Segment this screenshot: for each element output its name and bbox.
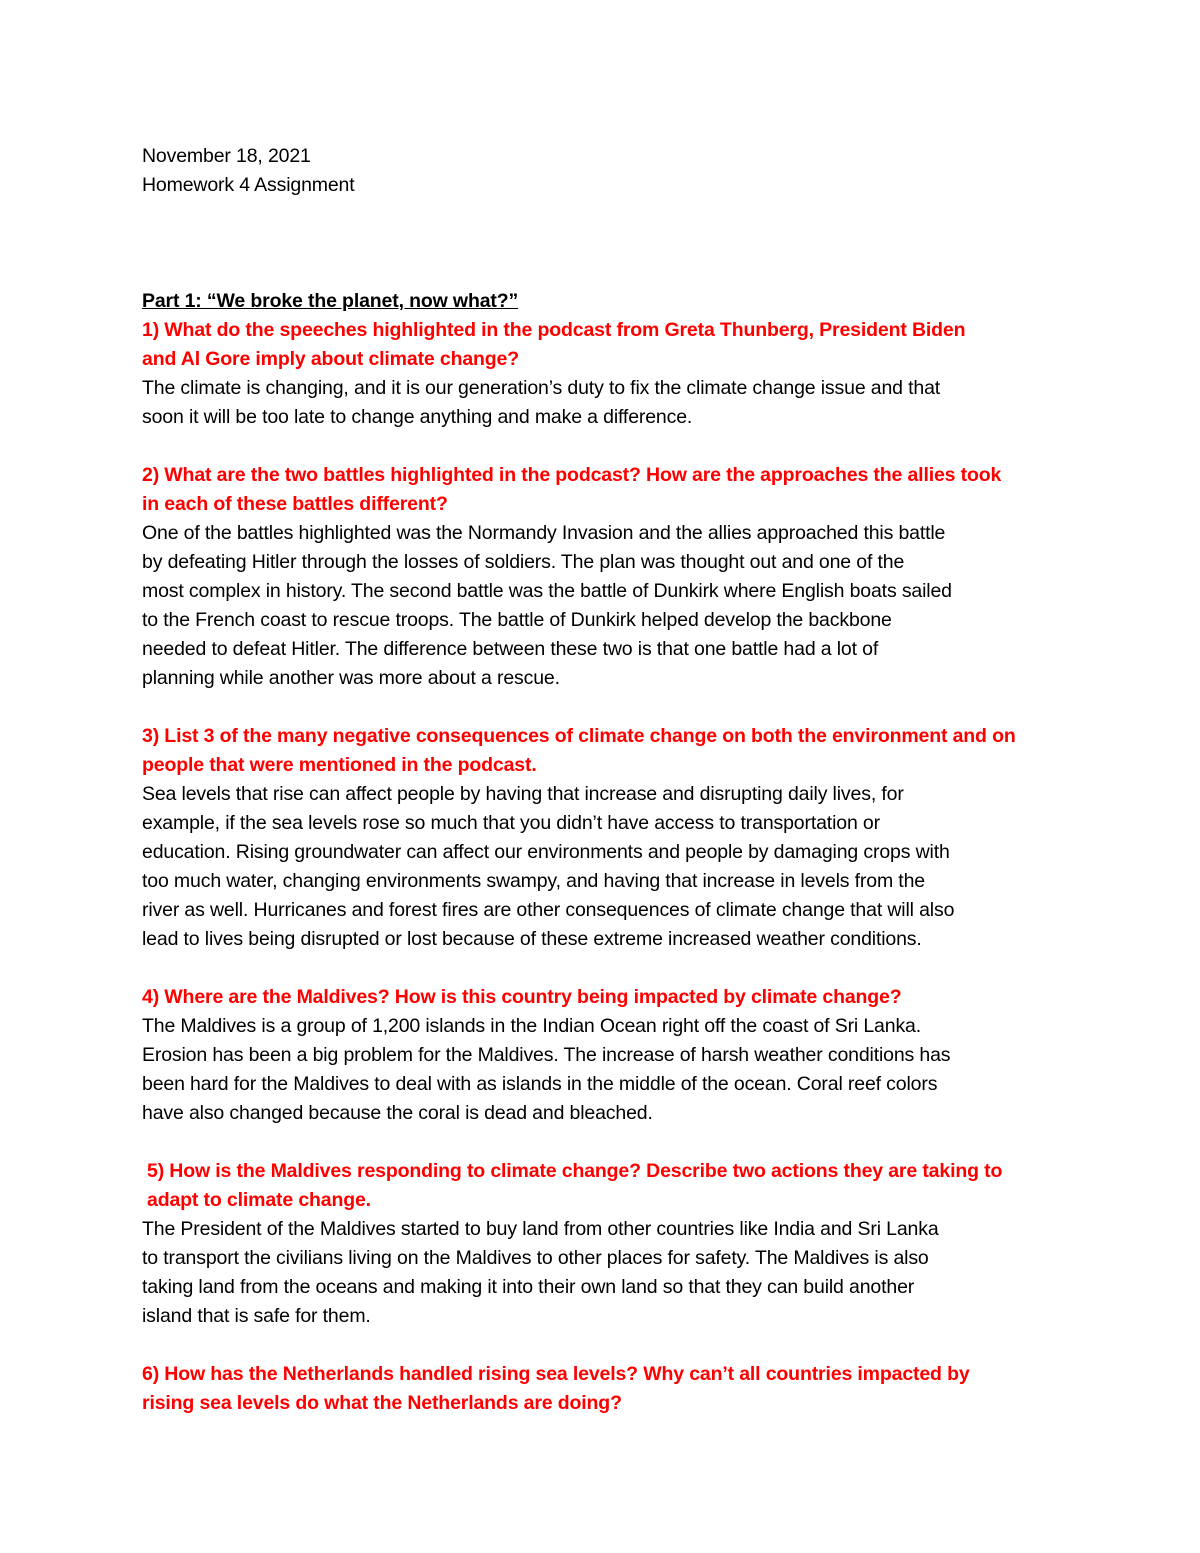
- answer-line: The climate is changing, and it is our generation’s duty to fix the climate change issue and that: [142, 377, 941, 399]
- answer-line: taking land from the oceans and making it into their own land so that they can build another: [142, 1276, 915, 1298]
- answer-1: [142, 374, 1072, 432]
- question-line: 4) Where are the Maldives? How is this country being impacted by climate change?: [142, 986, 902, 1008]
- question-2: [142, 461, 1072, 519]
- answer-line: The President of the Maldives started to buy land from other countries like India and Sri Lanka: [142, 1218, 939, 1240]
- document-content: [142, 142, 1072, 1447]
- answer-line: planning while another was more about a rescue.: [142, 667, 560, 689]
- part-title: Part 1: “We broke the planet, now what?”: [142, 290, 519, 312]
- answer-4: [142, 1012, 1072, 1128]
- answer-line: One of the battles highlighted was the Normandy Invasion and the allies approached this battle: [142, 522, 946, 544]
- qa-item-6: [142, 1360, 1072, 1418]
- answer-line: too much water, changing environments swampy, and having that increase in levels from the: [142, 870, 925, 892]
- answer-line: been hard for the Maldives to deal with as islands in the middle of the ocean. Coral reef colors: [142, 1073, 938, 1095]
- question-line: people that were mentioned in the podcast.: [142, 754, 537, 776]
- answer-line: by defeating Hitler through the losses of soldiers. The plan was thought out and one of the: [142, 551, 905, 573]
- answer-line: example, if the sea levels rose so much that you didn’t have access to transportation or: [142, 812, 880, 834]
- question-6: [142, 1360, 1072, 1418]
- question-line: rising sea levels do what the Netherlands are doing?: [142, 1392, 622, 1414]
- qa-item-5: [142, 1157, 1072, 1331]
- document-header: [142, 142, 1072, 200]
- answer-line: soon it will be too late to change anything and make a difference.: [142, 406, 693, 428]
- question-line: 1) What do the speeches highlighted in the podcast from Greta Thunberg, President Biden: [142, 319, 966, 341]
- answer-line: Erosion has been a big problem for the Maldives. The increase of harsh weather conditions has: [142, 1044, 951, 1066]
- qa-item-2: [142, 461, 1072, 693]
- question-line: 5) How is the Maldives responding to climate change? Describe two actions they are taking to: [147, 1160, 1003, 1182]
- answer-line: to the French coast to rescue troops. The battle of Dunkirk helped develop the backbone: [142, 609, 892, 631]
- question-line: in each of these battles different?: [142, 493, 448, 515]
- answer-line: island that is safe for them.: [142, 1305, 371, 1327]
- qa-item-4: [142, 983, 1072, 1128]
- answer-line: lead to lives being disrupted or lost because of these extreme increased weather conditions.: [142, 928, 922, 950]
- assignment-title: Homework 4 Assignment: [142, 174, 355, 196]
- answer-line: have also changed because the coral is dead and bleached.: [142, 1102, 653, 1124]
- answer-line: river as well. Hurricanes and forest fires are other consequences of climate change that will also: [142, 899, 955, 921]
- answer-5: [142, 1215, 1072, 1331]
- qa-item-1: [142, 316, 1072, 432]
- answer-line: to transport the civilians living on the Maldives to other places for safety. The Maldives is also: [142, 1247, 929, 1269]
- qa-item-3: [142, 722, 1072, 954]
- question-line: and Al Gore imply about climate change?: [142, 348, 519, 370]
- answer-3: [142, 780, 1072, 954]
- question-1: [142, 316, 1072, 374]
- question-line: 2) What are the two battles highlighted in the podcast? How are the approaches the allies took: [142, 464, 1002, 486]
- answer-line: Sea levels that rise can affect people by having that increase and disrupting daily lives, for: [142, 783, 904, 805]
- question-line: 3) List 3 of the many negative consequences of climate change on both the environment and on: [142, 725, 1016, 747]
- question-3: [142, 722, 1072, 780]
- question-line: adapt to climate change.: [147, 1189, 371, 1211]
- question-line: 6) How has the Netherlands handled rising sea levels? Why can’t all countries impacted by: [142, 1363, 970, 1385]
- answer-line: needed to defeat Hitler. The difference between these two is that one battle had a lot of: [142, 638, 879, 660]
- question-5: [142, 1157, 1072, 1215]
- answer-2: [142, 519, 1072, 693]
- document-date: November 18, 2021: [142, 145, 311, 167]
- answer-line: education. Rising groundwater can affect our environments and people by damaging crops with: [142, 841, 950, 863]
- answer-line: most complex in history. The second battle was the battle of Dunkirk where English boats sailed: [142, 580, 952, 602]
- answer-line: The Maldives is a group of 1,200 islands in the Indian Ocean right off the coast of Sri Lanka.: [142, 1015, 922, 1037]
- question-4: [142, 983, 1072, 1012]
